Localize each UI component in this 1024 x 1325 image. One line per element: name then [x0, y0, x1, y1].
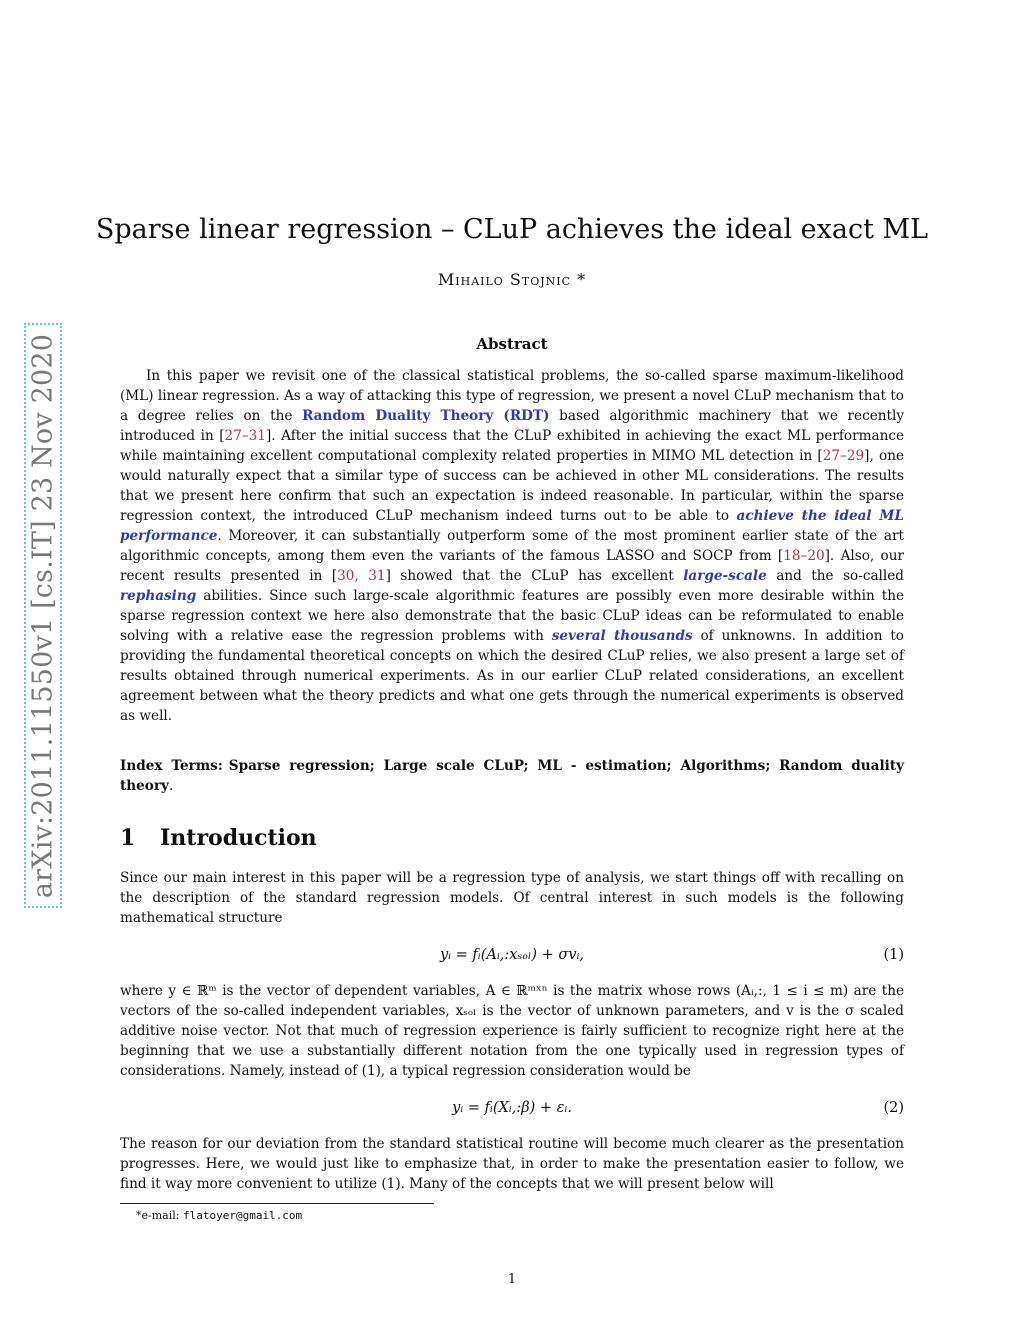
- index-terms-label: Index Terms:: [120, 758, 223, 774]
- abstract-body: [120, 366, 904, 726]
- equation-2-number: (2): [883, 1100, 904, 1116]
- abstract-text: ] showed that the CLuP has excellent: [385, 568, 684, 584]
- intro-paragraph-2: where y ∈ ℝᵐ is the vector of dependent variables, A ∈ ℝᵐˣⁿ is the matrix whose rows (Aᵢ,:, 1 ≤ i ≤ m) are the vectors of the so-called independent variables, xₛₒₗ is the vector of unknown parameters, and v is the σ scaled additive noise vector. Not that much of regression experience is fairly sufficient to recognize right here at the beginning that we use a substantially different notation from the one typically used in regression types of considerations. Namely, instead of (1), a typical regression consideration would be: [120, 983, 904, 1079]
- highlight-large-scale: large-scale: [683, 568, 767, 584]
- abstract-heading: Abstract: [476, 335, 548, 353]
- citation-link[interactable]: 27–29: [822, 448, 865, 464]
- abstract-text: abilities. Since such large-scale algorithmic features are possibly even more desirable within the sparse regression context we here also demonstrate that the basic CLuP ideas can be reformulated to enable solving with a relative ease the regression problems with: [120, 588, 904, 644]
- intro-paragraph-3: The reason for our deviation from the standard statistical routine will become much clearer as the presentation progresses. Here, we would just like to emphasize that, in order to make the presentation easier to follow, we find it way more convenient to utilize (1). Many of the concepts that we will present below will: [120, 1136, 904, 1192]
- abstract-text: . Moreover, it can substantially outperform some of the most prominent earlier state of the art algorithmic concepts, among them even the variants of the famous LASSO and SOCP from [: [120, 528, 904, 564]
- equation-1-number: (1): [883, 947, 904, 963]
- citation-link[interactable]: 30, 31: [337, 568, 386, 584]
- section-heading: [120, 823, 317, 853]
- author-name: Mihailo Stojnic *: [437, 270, 587, 289]
- highlight-several-thousands: several thousands: [551, 628, 693, 644]
- abstract-text: based algorithmic machinery that we recently introduced in [: [120, 408, 904, 444]
- arxiv-identifier: arXiv:2011.11550v1 [cs.IT] 23 Nov 2020: [27, 333, 59, 898]
- footnote: [136, 1208, 302, 1224]
- abstract-text: of unknowns. In addition to providing the fundamental theoretical concepts on which the desired CLuP relies, we also present a large set of results obtained through numerical experiments. As in our earlier CLuP related considerations, an excellent agreement between what the theory predicts and what one gets through the numerical experiments is observed as well.: [120, 628, 904, 724]
- paper-title: Sparse linear regression – CLuP achieves the ideal exact ML: [95, 214, 929, 245]
- abstract-text: ]. After the initial success that the CLuP exhibited in achieving the exact ML performance while maintaining excellent computational complexity related properties in MIMO ML detection in [: [120, 428, 904, 464]
- footnote-label: *e-mail:: [136, 1209, 183, 1222]
- citation-link[interactable]: 18–20: [783, 548, 825, 564]
- abstract-text: ]. Also, our recent results presented in [: [120, 548, 904, 584]
- footnote-divider: [120, 1203, 434, 1204]
- section-number: 1: [120, 825, 136, 851]
- equation-1: [120, 943, 904, 967]
- highlight-ideal-ml: achieve the ideal ML performance: [120, 508, 904, 544]
- index-terms: [120, 756, 904, 796]
- highlight-rephasing: rephasing: [120, 588, 197, 604]
- abstract-text: In this paper we revisit one of the classical statistical problems, the so-called sparse maximum-likelihood (ML) linear regression. As a way of attacking this type of regression, we present a novel CLuP mechanism that to a degree relies on the: [120, 368, 904, 424]
- equation-1-expression: yᵢ = fᵢ(Aᵢ,:xₛₒₗ) + σvᵢ,: [439, 947, 585, 963]
- section-title: Introduction: [160, 825, 317, 851]
- footnote-email[interactable]: flatoyer@gmail.com: [182, 1209, 303, 1222]
- index-terms-period: .: [168, 778, 174, 794]
- highlight-rdt: Random Duality Theory (RDT): [302, 408, 550, 424]
- index-terms-list: Sparse regression; Large scale CLuP; ML - estimation; Algorithms; Random duality theory: [120, 758, 904, 794]
- page-number: 1: [507, 1272, 517, 1287]
- equation-2: [120, 1096, 904, 1120]
- equation-2-expression: yᵢ = fᵢ(Xᵢ,:β) + εᵢ.: [452, 1100, 572, 1116]
- arxiv-stamp: [24, 323, 62, 908]
- citation-link[interactable]: 27–31: [224, 428, 266, 444]
- abstract-text: and the so-called: [766, 568, 904, 584]
- intro-paragraph-1: Since our main interest in this paper will be a regression type of analysis, we start things off with recalling on the description of the standard regression models. Of central interest in such models is the following mathematical structure: [120, 870, 904, 926]
- abstract-text: ], one would naturally expect that a similar type of success can be achieved in other ML considerations. The results that we present here confirm that such an expectation is indeed reasonable. In particular, within the sparse regression context, the introduced CLuP mechanism indeed turns out to be able to: [120, 448, 904, 524]
